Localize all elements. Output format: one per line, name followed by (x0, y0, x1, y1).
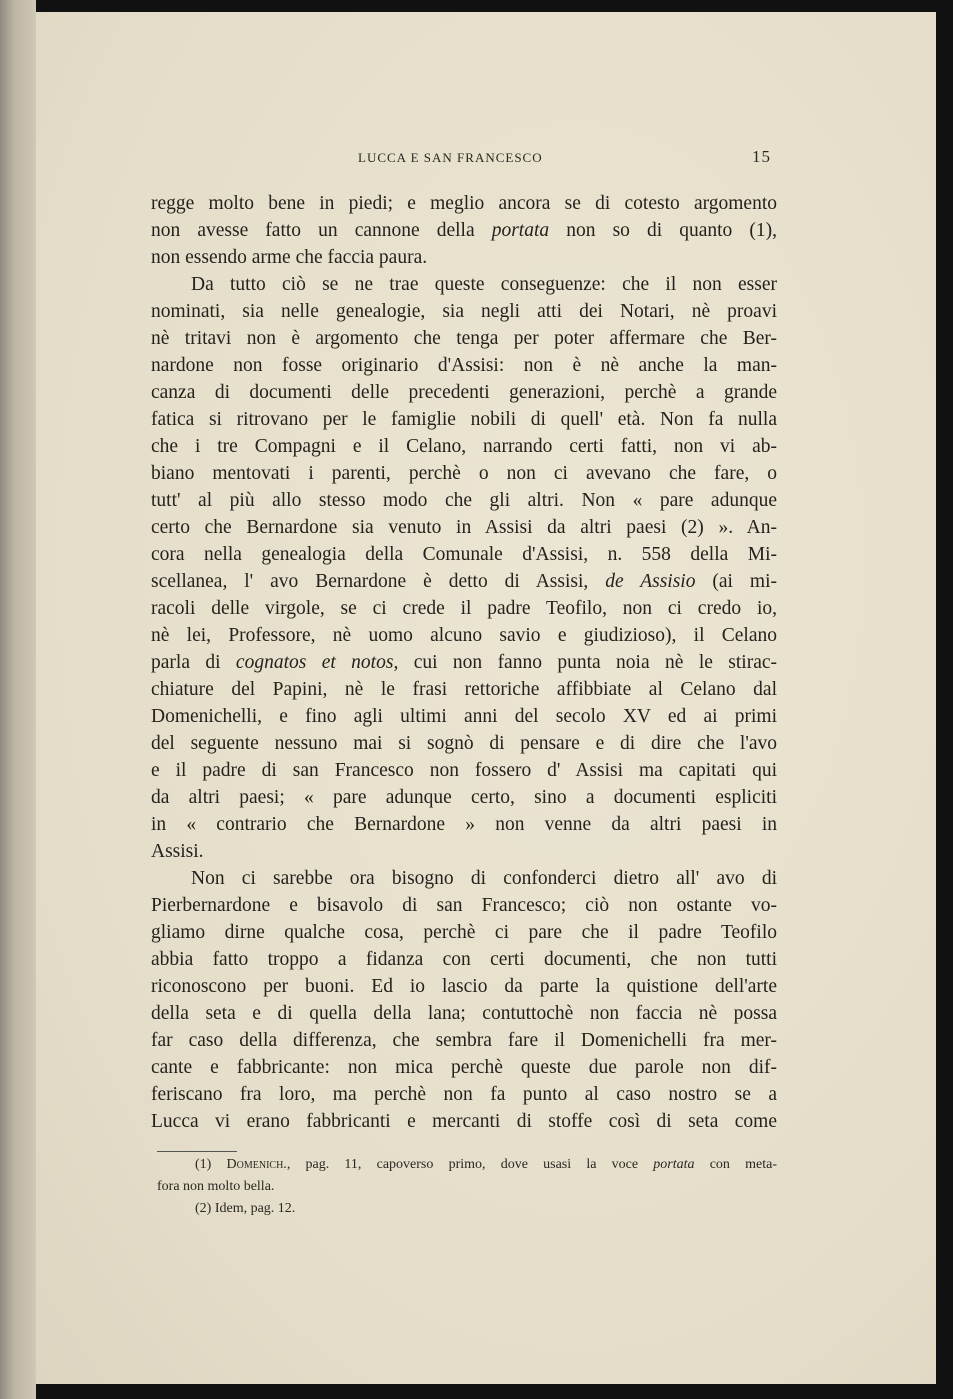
text-segment: , pag. 11, capoverso primo, dove usasi la voce (286, 1157, 654, 1172)
text-segment: non avesse fatto un cannone della (151, 220, 492, 241)
text-line (151, 1054, 777, 1081)
text-line (151, 703, 777, 730)
text-segment: con meta- (694, 1157, 777, 1172)
text-segment: gliamo dirne qualche cosa, perchè ci pare che il padre Teofilo (151, 922, 777, 943)
text-line (151, 919, 777, 946)
text-segment: non so di quanto (1), (549, 220, 777, 241)
text-line (151, 838, 777, 865)
text-segment: tutt' al più allo stesso modo che gli altri. Non « pare adunque (151, 490, 777, 511)
text-line (151, 865, 777, 892)
text-line (151, 379, 777, 406)
text-segment: nè tritavi non è argomento che tenga per poter affermare che Ber- (151, 328, 777, 349)
text-segment: non essendo arme che faccia paura. (151, 247, 428, 268)
text-segment: canza di documenti delle precedenti generazioni, perchè a grande (151, 382, 777, 403)
text-segment: della seta e di quella della lana; contuttochè non faccia nè possa (151, 1003, 777, 1024)
text-line (151, 433, 777, 460)
text-line (151, 514, 777, 541)
text-segment: scellanea, l' avo Bernardone è detto di Assisi, (151, 571, 606, 592)
text-segment: e il padre di san Francesco non fossero d' Assisi ma capitati qui (151, 760, 777, 781)
text-line (151, 541, 777, 568)
text-segment: parla di (151, 652, 236, 673)
text-line (151, 595, 777, 622)
text-line (151, 811, 777, 838)
text-segment: cui non fanno punta noia nè le stirac- (398, 652, 777, 673)
text-line (151, 649, 777, 676)
text-segment: nardone non fosse originario d'Assisi: non è nè anche la man- (151, 355, 777, 376)
text-segment: Domenich. (226, 1157, 287, 1172)
text-segment: far caso della differenza, che sembra fare il Domenichelli fra mer- (151, 1030, 777, 1051)
text-segment: nominati, sia nelle genealogie, sia negli atti dei Notari, nè proavi (151, 301, 777, 322)
text-segment: nè lei, Professore, nè uomo alcuno savio e giudizioso), il Celano (151, 625, 777, 646)
text-line (151, 1108, 777, 1135)
text-segment: Domenichelli, e fino agli ultimi anni del secolo XV ed ai primi (151, 706, 777, 727)
text-segment: riconoscono per buoni. Ed io lascio da parte la quistione dell'arte (151, 976, 777, 997)
text-line (151, 460, 777, 487)
text-segment: (1) (195, 1157, 227, 1172)
text-segment: fatica si ritrovano per le famiglie nobili di quell' età. Non fa nulla (151, 409, 777, 430)
book-page (36, 12, 936, 1384)
footnotes (157, 1154, 777, 1220)
text-segment: (2) Idem, pag. 12. (195, 1201, 296, 1216)
running-title: LUCCA E SAN FRANCESCO (358, 150, 543, 165)
italic-text: cognatos et notos, (235, 652, 399, 673)
text-line (151, 217, 777, 244)
italic-text: portata (653, 1157, 695, 1172)
text-line (151, 352, 777, 379)
text-line (151, 946, 777, 973)
text-segment: cante e fabbricante: non mica perchè queste due parole non dif- (151, 1057, 777, 1078)
text-segment: cora nella genealogia della Comunale d'Assisi, n. 558 della Mi- (151, 544, 777, 565)
text-line (151, 892, 777, 919)
text-segment: regge molto bene in piedi; e meglio ancora se di cotesto argomento (151, 193, 777, 214)
page-number: 15 (752, 147, 771, 166)
text-line (151, 406, 777, 433)
text-segment: fora non molto bella. (157, 1179, 275, 1194)
text-line (151, 568, 777, 595)
footnote-line (157, 1154, 777, 1176)
text-line (151, 1000, 777, 1027)
text-line (151, 1027, 777, 1054)
text-line (151, 622, 777, 649)
body-text (151, 190, 777, 1135)
italic-text: portata (491, 220, 550, 241)
text-segment: Non ci sarebbe ora bisogno di confonderci dietro all' avo di (191, 868, 777, 889)
text-segment: (ai mi- (695, 571, 777, 592)
text-segment: Da tutto ciò se ne trae queste conseguenze: che il non esser (191, 274, 777, 295)
text-segment: feriscano fra loro, ma perchè non fa punto al caso nostro se a (151, 1084, 777, 1105)
previous-page-edge (0, 0, 36, 1399)
text-line (151, 757, 777, 784)
text-segment: chiature del Papini, nè le frasi rettoriche affibbiate al Celano dal (151, 679, 777, 700)
text-line (151, 676, 777, 703)
text-line (151, 298, 777, 325)
text-segment: certo che Bernardone sia venuto in Assisi da altri paesi (2) ». An- (151, 517, 777, 538)
text-line (151, 325, 777, 352)
text-line (151, 271, 777, 298)
text-line (151, 730, 777, 757)
text-line (151, 973, 777, 1000)
text-segment: biano mentovati i parenti, perchè o non ci avevano che fare, o (151, 463, 777, 484)
footnote-line (157, 1198, 777, 1220)
text-line (151, 487, 777, 514)
text-segment: da altri paesi; « pare adunque certo, sino a documenti espliciti (151, 787, 777, 808)
footnote-line (157, 1176, 777, 1198)
text-segment: in « contrario che Bernardone » non venne da altri paesi in (151, 814, 777, 835)
text-segment: Pierbernardone e bisavolo di san Francesco; ciò non ostante vo- (151, 895, 777, 916)
text-line (151, 784, 777, 811)
text-segment: del seguente nessuno mai si sognò di pensare e di dire che l'avo (151, 733, 777, 754)
text-segment: Lucca vi erano fabbricanti e mercanti di stoffe così di seta come (151, 1111, 777, 1132)
text-line (151, 244, 777, 271)
footnote-rule (157, 1151, 237, 1152)
text-line (151, 190, 777, 217)
text-segment: Assisi. (151, 841, 204, 862)
text-segment: che i tre Compagni e il Celano, narrando certi fatti, non vi ab- (151, 436, 777, 457)
text-segment: abbia fatto troppo a fidanza con certi documenti, che non tutti (151, 949, 777, 970)
text-segment: racoli delle virgole, se ci crede il padre Teofilo, non ci credo io, (151, 598, 777, 619)
text-line (151, 1081, 777, 1108)
italic-text: de Assisio (605, 571, 696, 592)
